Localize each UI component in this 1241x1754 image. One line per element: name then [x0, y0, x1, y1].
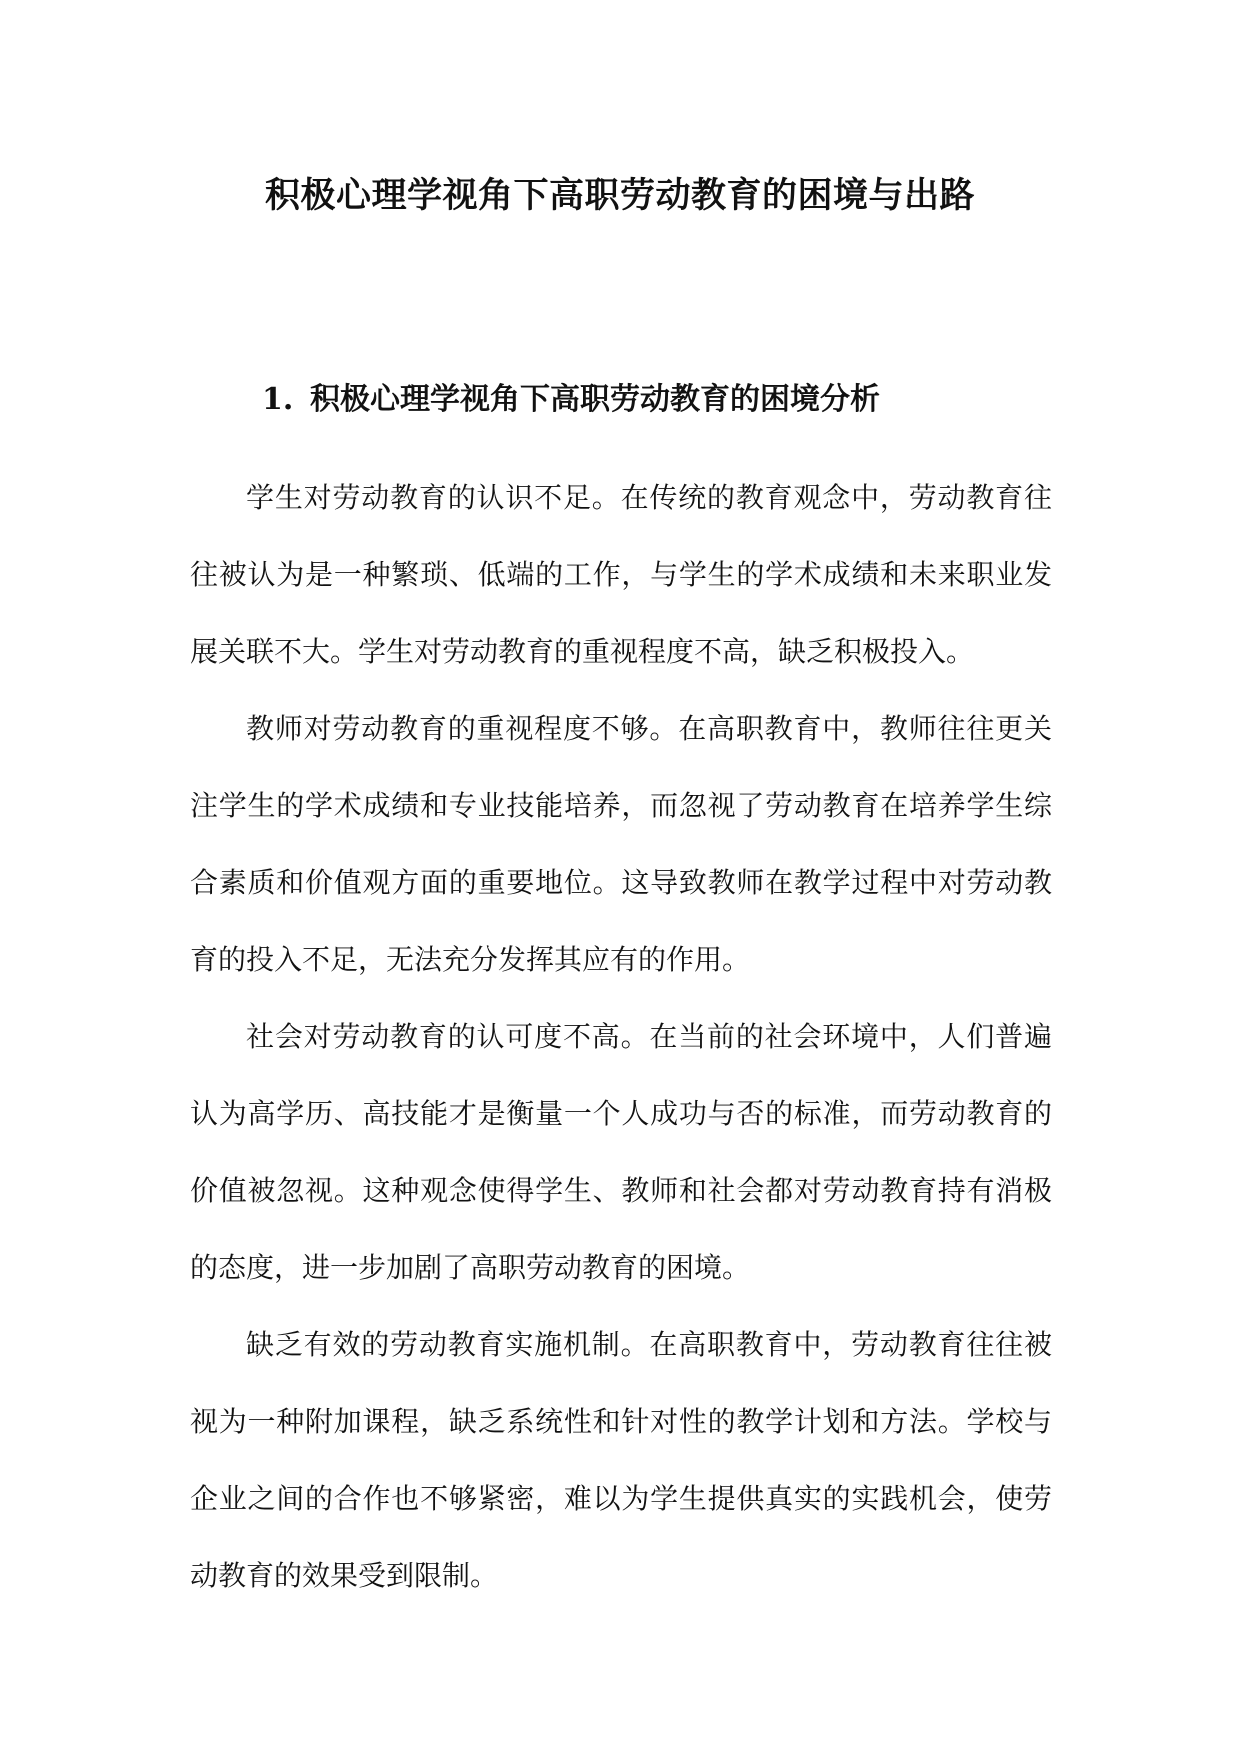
section-heading-text: 积极心理学视角下高职劳动教育的困境分析: [310, 382, 880, 417]
paragraph-teacher-attention: 教师对劳动教育的重视程度不够。在高职教育中，教师往往更关注学生的学术成绩和专业技能培养，而忽视了劳动教育在培养学生综合素质和价值观方面的重要地位。这导致教师在教学过程中对劳动教育的投入不足，无法充分发挥其应有的作用。: [190, 712, 1052, 976]
section-number: 1.: [262, 382, 294, 417]
body-text: [190, 459, 1052, 1614]
paragraph-student-awareness: 学生对劳动教育的认识不足。在传统的教育观念中，劳动教育往往被认为是一种繁琐、低端的工作，与学生的学术成绩和未来职业发展关联不大。学生对劳动教育的重视程度不高，缺乏积极投入。: [190, 481, 1052, 668]
paragraph-social-recognition: 社会对劳动教育的认可度不高。在当前的社会环境中，人们普遍认为高学历、高技能才是衡量一个人成功与否的标准，而劳动教育的价值被忽视。这种观念使得学生、教师和社会都对劳动教育持有消极的态度，进一步加剧了高职劳动教育的困境。: [190, 1020, 1052, 1284]
section-heading: [262, 376, 1062, 424]
paragraph-implementation-mechanism: 缺乏有效的劳动教育实施机制。在高职教育中，劳动教育往往被视为一种附加课程，缺乏系统性和针对性的教学计划和方法。学校与企业之间的合作也不够紧密，难以为学生提供真实的实践机会，使劳动教育的效果受到限制。: [190, 1328, 1052, 1592]
document-title: 积极心理学视角下高职劳动教育的困境与出路: [264, 175, 975, 216]
